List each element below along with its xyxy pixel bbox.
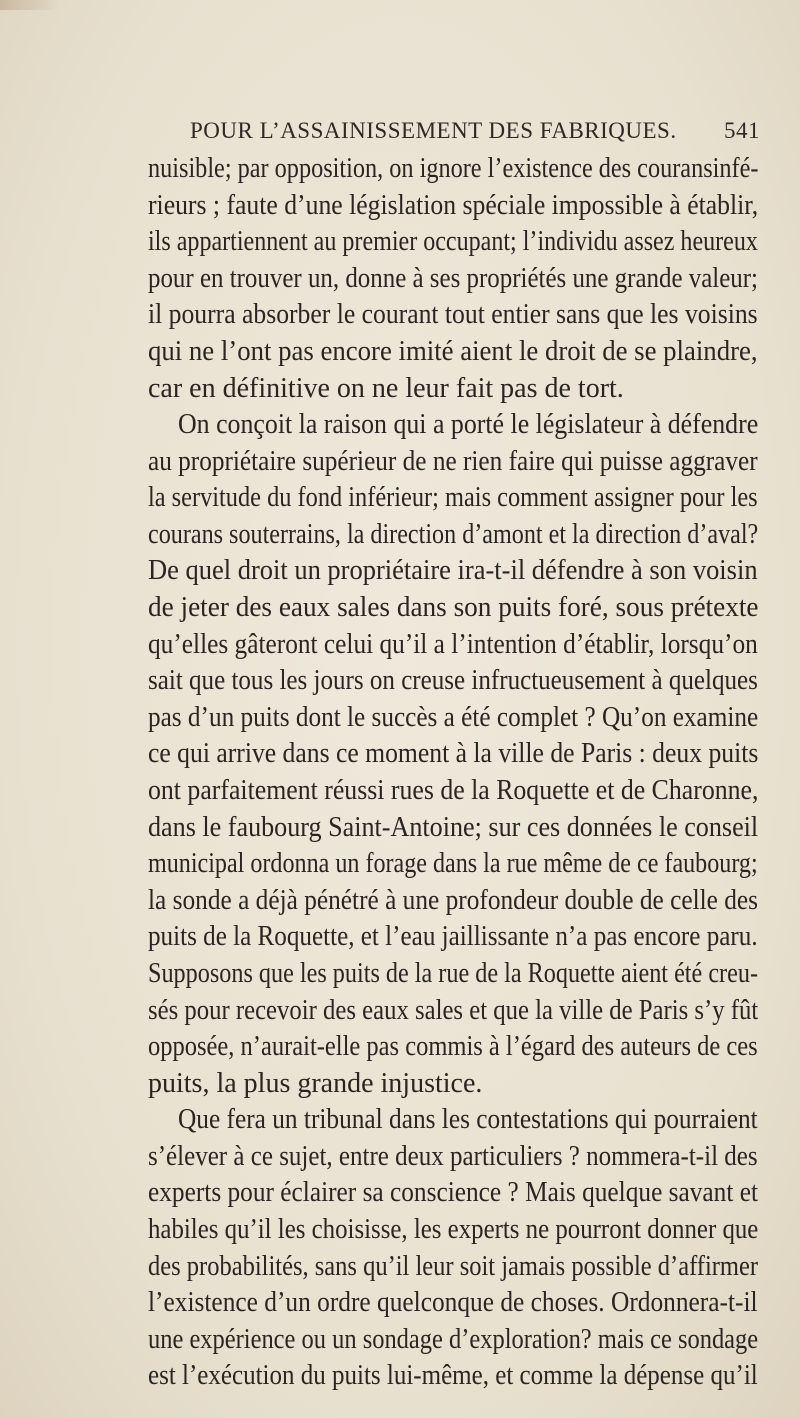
text-line: pas d’un puits dont le succès a été complet ? Qu’on examine: [148, 701, 759, 733]
text-line: est l’exécution du puits lui-même, et comme la dépense qu’il: [148, 1360, 758, 1392]
running-title: POUR L’ASSAINISSEMENT DES FABRIQUES.: [190, 118, 677, 143]
text-line: s’élever à ce sujet, entre deux particuliers ? nommera-t-il des: [148, 1140, 758, 1172]
page-number: 541: [724, 118, 760, 143]
text-line: puits, la plus grande injustice.: [148, 1067, 483, 1099]
text-line: la servitude du fond inférieur; mais comment assigner pour les: [148, 482, 758, 514]
text-line: On conçoit la raison qui a porté le législateur à défendre: [178, 409, 759, 441]
text-line: qu’elles gâteront celui qu’il a l’intention d’établir, lorsqu’on: [148, 628, 758, 660]
text-line: ce qui arrive dans ce moment à la ville de Paris : deux puits: [148, 738, 759, 770]
text-line: de jeter des eaux sales dans son puits foré, sous prétexte: [148, 592, 759, 624]
text-line: sés pour recevoir des eaux sales et que la ville de Paris s’y fût: [148, 994, 759, 1026]
text-line: car en définitive on ne leur fait pas de tort.: [148, 372, 624, 404]
text-line: rieurs ; faute d’une législation spéciale impossible à établir,: [148, 189, 759, 221]
text-line: qui ne l’ont pas encore imité aient le droit de se plaindre,: [148, 335, 758, 367]
text-line: la sonde a déjà pénétré à une profondeur double de celle des: [148, 884, 759, 916]
text-line: experts pour éclairer sa conscience ? Mais quelque savant et: [148, 1177, 759, 1209]
text-line: l’existence d’un ordre quelconque de choses. Ordonnera-t-il: [148, 1287, 758, 1319]
text-line: nuisible; par opposition, on ignore l’existence des couransinfé-: [148, 153, 759, 184]
text-line: Que fera un tribunal dans les contestations qui pourraient: [178, 1104, 758, 1136]
text-line: dans le faubourg Saint-Antoine; sur ces données le conseil: [148, 811, 759, 843]
text-line: pour en trouver un, donne à ses propriétés une grande valeur;: [148, 262, 758, 294]
text-line: opposée, n’aurait-elle pas commis à l’égard des auteurs de ces: [148, 1031, 758, 1063]
text-line: sait que tous les jours on creuse infructueusement à quelques: [148, 665, 758, 697]
text-line: Supposons que les puits de la rue de la Roquette aient été creu-: [148, 957, 758, 989]
text-line: au propriétaire supérieur de ne rien faire qui puisse aggraver: [148, 445, 758, 477]
text-line: De quel droit un propriétaire ira-t-il défendre à son voisin: [148, 555, 758, 587]
text-line: courans souterrains, la direction d’amont et la direction d’aval?: [148, 518, 759, 550]
text-line: puits de la Roquette, et l’eau jaillissante n’a pas encore paru.: [148, 921, 758, 953]
text-line: une expérience ou un sondage d’exploration? mais ce sondage: [148, 1323, 759, 1355]
text-line: ils appartiennent au premier occupant; l’individu assez heureux: [148, 226, 758, 258]
text-line: il pourra absorber le courant tout entier sans que les voisins: [148, 299, 758, 331]
text-line: municipal ordonna un forage dans la rue même de ce faubourg;: [148, 848, 758, 880]
text-line: ont parfaitement réussi rues de la Roquette et de Charonne,: [148, 775, 759, 806]
text-line: habiles qu’il les choisisse, les experts ne pourront donner que: [148, 1214, 759, 1246]
text-line: des probabilités, sans qu’il leur soit jamais possible d’affirmer: [148, 1250, 759, 1282]
